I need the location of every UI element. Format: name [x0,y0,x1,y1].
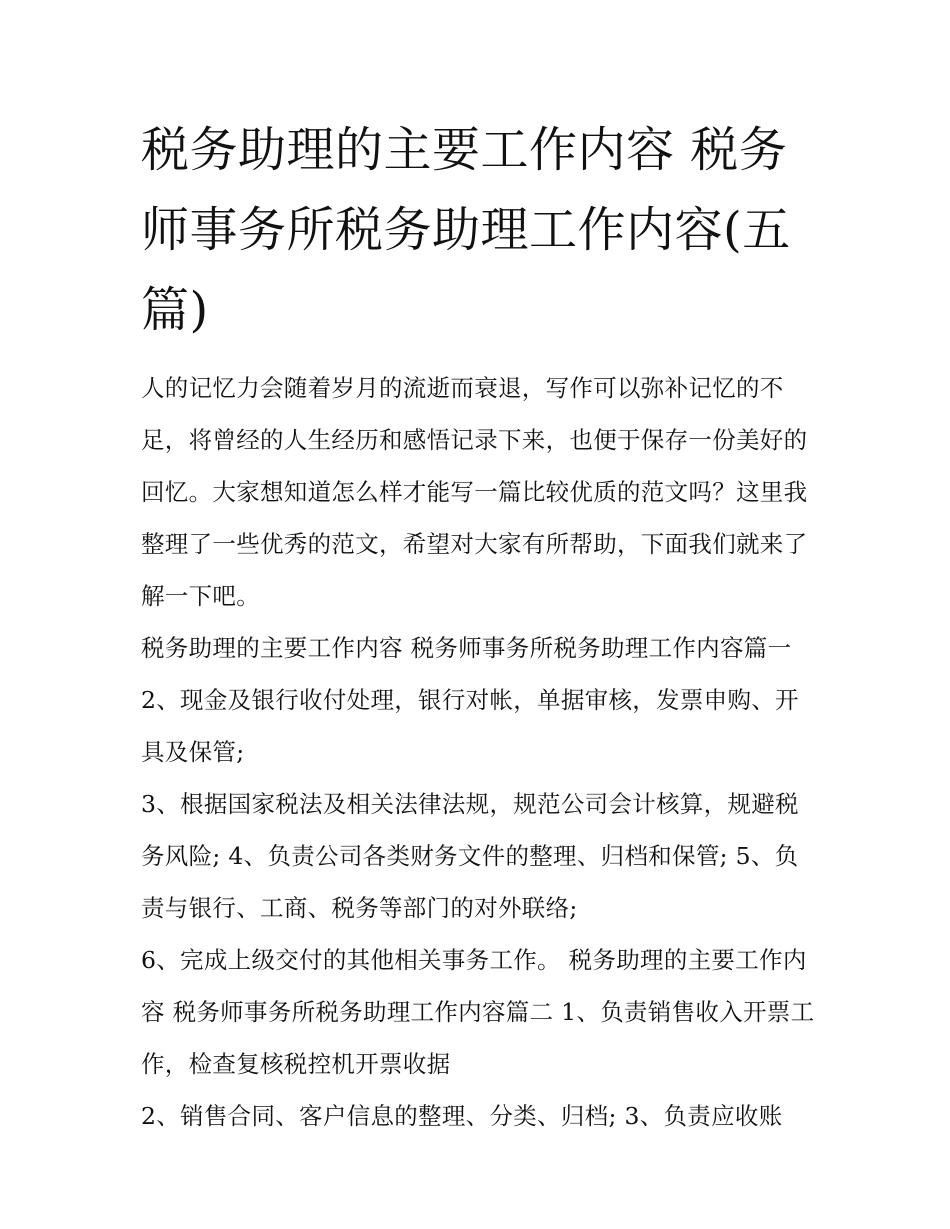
document-title: 税务助理的主要工作内容 税务师事务所税务助理工作内容(五篇) [141,122,791,338]
body-paragraph: 税务助理的主要工作内容 税务师事务所税务助理工作内容篇一 2、现金及银行收付处理，银行对帐，单据审核，发票申购、开具及保管; [141,634,799,766]
intro-paragraph: 人的记忆力会随着岁月的流逝而衰退，写作可以弥补记忆的不足，将曾经的人生经历和感悟记录下来，也便于保存一份美好的回忆。大家想知道怎么样才能写一篇比较优质的范文吗？这里我整理了一些优秀的范文，希望对大家有所帮助，下面我们就来了解一下吧。 [141,374,808,610]
body-paragraph: 6、完成上级交付的其他相关事务工作。 税务助理的主要工作内容 税务师事务所税务助理工作内容篇二 1、负责销售收入开票工作，检查复核税控机开票收据 [141,946,815,1078]
body-paragraph: 2、销售合同、客户信息的整理、分类、归档; 3、负责应收账 [141,1102,783,1130]
body-paragraph: 3、根据国家税法及相关法律法规，规范公司会计核算，规避税务风险; 4、负责公司各类财务文件的整理、归档和保管; 5、负责与银行、工商、税务等部门的对外联络; [141,790,799,922]
document-page [141,110,821,1142]
